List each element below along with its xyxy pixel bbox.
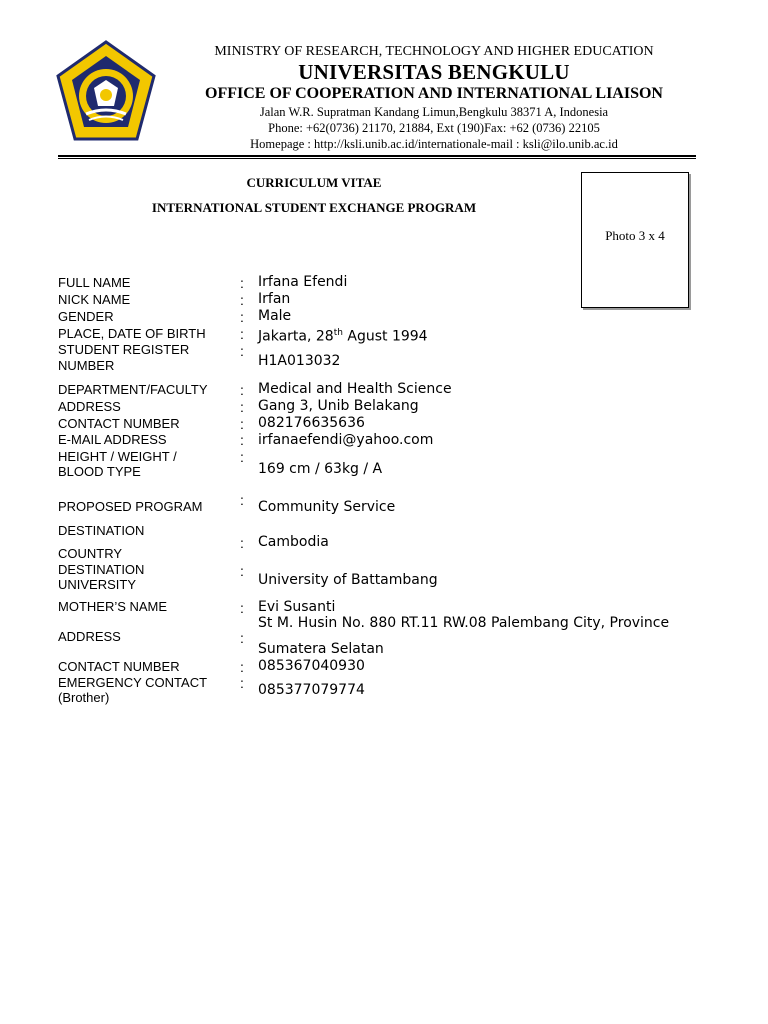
value-birth-place-day: Jakarta, 28 — [258, 328, 334, 345]
label-address: ADDRESS — [58, 399, 121, 414]
header-divider-thin — [58, 158, 696, 159]
value-mother-address-1: St M. Husin No. 880 RT.11 RW.08 Palembang City, Province — [258, 615, 670, 631]
label-gender: GENDER — [58, 309, 114, 324]
label-destination-university-2: UNIVERSITY — [58, 577, 137, 592]
value-mother-contact: 085367040930 — [258, 658, 365, 674]
label-emergency-1: EMERGENCY CONTACT — [58, 675, 208, 690]
colon: : — [240, 630, 244, 646]
label-student-register-2: NUMBER — [58, 358, 115, 373]
value-birth-month-year: Agust 1994 — [342, 328, 428, 345]
document-subtitle: INTERNATIONAL STUDENT EXCHANGE PROGRAM — [151, 200, 477, 215]
colon: : — [240, 449, 244, 465]
colon: : — [240, 659, 244, 675]
office-phone: Phone: +62(0736) 21170, 21884, Ext (190)Fax: +62 (0736) 22105 — [268, 121, 600, 135]
value-destination-university: University of Battambang — [258, 572, 438, 588]
colon: : — [240, 563, 244, 579]
value-nick-name: Irfan — [258, 291, 291, 307]
label-destination-university-1: DESTINATION — [58, 562, 145, 577]
label-height-weight-2: BLOOD TYPE — [58, 464, 141, 479]
office-name: OFFICE OF COOPERATION AND INTERNATIONAL LIAISON — [205, 85, 663, 102]
label-height-weight-1: HEIGHT / WEIGHT / — [58, 449, 177, 464]
value-email: irfanaefendi@yahoo.com — [258, 432, 434, 448]
label-mother-contact: CONTACT NUMBER — [58, 659, 180, 674]
colon: : — [240, 535, 244, 551]
colon: : — [240, 432, 244, 448]
label-mother-address: ADDRESS — [58, 629, 121, 644]
value-mother-address-2: Sumatera Selatan — [258, 641, 384, 657]
colon: : — [240, 492, 244, 508]
photo-label: Photo 3 x 4 — [605, 228, 665, 243]
label-nick-name: NICK NAME — [58, 292, 131, 307]
value-height-weight: 169 cm / 63kg / A — [258, 461, 383, 477]
label-birth: PLACE, DATE OF BIRTH — [58, 326, 206, 341]
colon: : — [240, 343, 244, 359]
colon: : — [240, 309, 244, 325]
label-emergency-2: (Brother) — [58, 690, 110, 705]
university-name: UNIVERSITAS BENGKULU — [298, 60, 570, 84]
label-department: DEPARTMENT/FACULTY — [58, 382, 208, 397]
value-address: Gang 3, Unib Belakang — [258, 398, 419, 414]
value-contact: 082176635636 — [258, 415, 365, 431]
label-mother-name: MOTHER’S NAME — [58, 599, 168, 614]
colon: : — [240, 292, 244, 308]
header-divider — [58, 155, 696, 157]
value-full-name: Irfana Efendi — [258, 274, 348, 290]
office-address: Jalan W.R. Supratman Kandang Limun,Bengkulu 38371 A, Indonesia — [259, 105, 609, 119]
colon: : — [240, 382, 244, 398]
label-full-name: FULL NAME — [58, 275, 131, 290]
label-proposed-program: PROPOSED PROGRAM — [58, 499, 203, 514]
ministry-heading: MINISTRY OF RESEARCH, TECHNOLOGY AND HIGHER EDUCATION — [214, 44, 654, 59]
value-mother-name: Evi Susanti — [258, 599, 336, 615]
value-department: Medical and Health Science — [258, 381, 452, 397]
label-contact: CONTACT NUMBER — [58, 416, 180, 431]
value-destination-country: Cambodia — [258, 534, 329, 550]
colon: : — [240, 416, 244, 432]
colon: : — [240, 326, 244, 342]
colon: : — [240, 675, 244, 691]
colon: : — [240, 399, 244, 415]
document-title: CURRICULUM VITAE — [246, 175, 382, 190]
label-destination-country-1: DESTINATION — [58, 523, 145, 538]
office-homepage: Homepage : http://ksli.unib.ac.id/internationale-mail : ksli@ilo.unib.ac.id — [250, 137, 618, 151]
label-email: E-MAIL ADDRESS — [58, 432, 167, 447]
value-emergency: 085377079774 — [258, 682, 365, 698]
value-student-register: H1A013032 — [258, 353, 341, 369]
colon: : — [240, 600, 244, 616]
value-birth-ordinal: th — [333, 328, 343, 338]
value-gender: Male — [258, 308, 292, 324]
value-birth — [258, 325, 738, 346]
university-crest-icon — [56, 40, 156, 144]
label-student-register-1: STUDENT REGISTER — [58, 342, 190, 357]
colon: : — [240, 275, 244, 291]
label-destination-country-2: COUNTRY — [58, 546, 123, 561]
value-proposed-program: Community Service — [258, 499, 396, 515]
